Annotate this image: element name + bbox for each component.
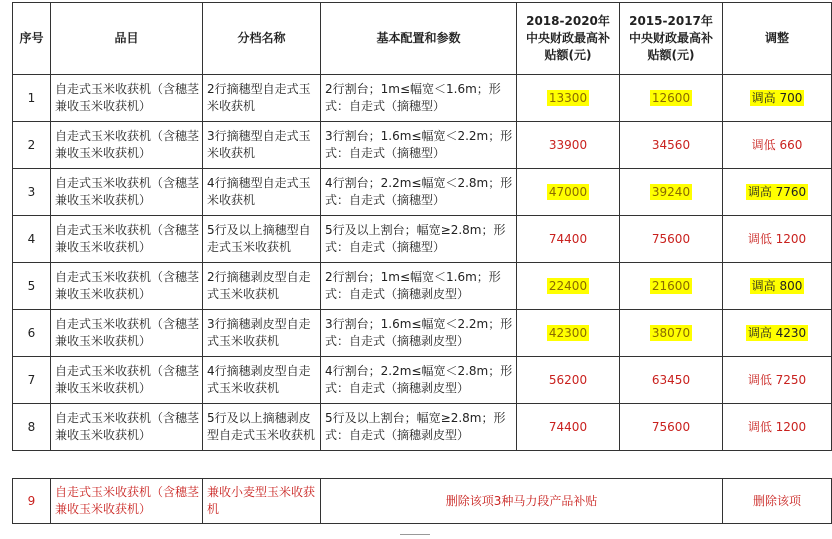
table-row	[13, 357, 832, 404]
cell-adjust	[723, 216, 832, 263]
cell-adjust-text: 调低 1200	[747, 231, 807, 246]
cell-spec-text: 4行割台；2.2m≤幅宽＜2.8m；形式：自走式（摘穗型）	[325, 176, 513, 207]
cell-sub	[203, 122, 321, 169]
cell-2015-text: 34560	[651, 137, 691, 152]
table-row	[13, 310, 832, 357]
cell-2018-text: 33900	[548, 137, 588, 152]
cell-2018	[517, 122, 620, 169]
cell-delete-note: 删除该项3种马力段产品补贴	[321, 479, 723, 524]
cell-item: 自走式玉米收获机（含穗茎兼收玉米收获机）	[51, 479, 203, 524]
cell-no-text: 3	[27, 184, 36, 199]
cell-2018	[517, 310, 620, 357]
cell-2018	[517, 75, 620, 122]
cell-sub	[203, 75, 321, 122]
cell-spec-text: 5行及以上割台；幅宽≥2.8m；形式：自走式（摘穗型）	[325, 223, 506, 254]
cell-sub-text: 4行摘穗剥皮型自走式玉米收获机	[207, 364, 311, 395]
cell-2015	[620, 357, 723, 404]
cell-no	[13, 216, 51, 263]
cell-2015	[620, 404, 723, 451]
cell-2015	[620, 122, 723, 169]
subsidy-table	[12, 2, 832, 451]
cell-2015	[620, 263, 723, 310]
cell-2018-text: 56200	[548, 372, 588, 387]
cell-sub: 兼收小麦型玉米收获机	[203, 479, 321, 524]
cell-spec-text: 2行割台；1m≤幅宽＜1.6m；形式：自走式（摘穗剥皮型）	[325, 270, 501, 301]
cell-2018-text: 13300	[548, 90, 588, 105]
deleted-item-table	[12, 478, 832, 524]
cell-spec-text: 3行割台；1.6m≤幅宽＜2.2m；形式：自走式（摘穗剥皮型）	[325, 317, 513, 348]
cell-2015	[620, 310, 723, 357]
cell-no	[13, 75, 51, 122]
cell-sub-text: 3行摘穗剥皮型自走式玉米收获机	[207, 317, 311, 348]
cell-spec-text: 3行割台；1.6m≤幅宽＜2.2m；形式：自走式（摘穗型）	[325, 129, 513, 160]
cell-item-text: 自走式玉米收获机（含穗茎兼收玉米收获机）	[55, 411, 200, 442]
cell-sub	[203, 263, 321, 310]
cell-spec	[321, 404, 517, 451]
cell-no-text: 4	[27, 231, 36, 246]
cell-sub	[203, 216, 321, 263]
cell-sub-text: 5行及以上摘穗剥皮型自走式玉米收获机	[207, 411, 316, 442]
cell-item	[51, 357, 203, 404]
table-row	[13, 75, 832, 122]
cell-spec	[321, 357, 517, 404]
table-row	[13, 404, 832, 451]
cell-no-text: 1	[27, 90, 36, 105]
table-header	[13, 3, 832, 75]
table-row	[13, 169, 832, 216]
header-2015: 2015-2017年中央财政最高补贴额(元)	[620, 3, 723, 75]
cell-2015-text: 21600	[651, 278, 691, 293]
cell-adjust	[723, 310, 832, 357]
cell-spec-text: 5行及以上割台；幅宽≥2.8m；形式：自走式（摘穗剥皮型）	[325, 411, 506, 442]
cell-sub	[203, 357, 321, 404]
cell-2015	[620, 169, 723, 216]
table-row-deleted	[13, 479, 832, 524]
cell-2018	[517, 216, 620, 263]
cell-spec	[321, 169, 517, 216]
header-item: 品目	[51, 3, 203, 75]
cell-no-text: 8	[27, 419, 36, 434]
cell-no	[13, 357, 51, 404]
cell-item-text: 自走式玉米收获机（含穗茎兼收玉米收获机）	[55, 129, 200, 160]
cell-2015-text: 12600	[651, 90, 691, 105]
cell-adjust-text: 调高 4230	[747, 325, 807, 340]
table-row	[13, 263, 832, 310]
cell-item-text: 自走式玉米收获机（含穗茎兼收玉米收获机）	[55, 317, 200, 348]
cell-adjust	[723, 75, 832, 122]
cell-2015-text: 39240	[651, 184, 691, 199]
cell-no	[13, 263, 51, 310]
cell-item	[51, 404, 203, 451]
cell-2018	[517, 263, 620, 310]
cell-no-text: 7	[27, 372, 36, 387]
header-sub: 分档名称	[203, 3, 321, 75]
header-spec: 基本配置和参数	[321, 3, 517, 75]
header-no: 序号	[13, 3, 51, 75]
cell-no-text: 2	[27, 137, 36, 152]
cell-item-text: 自走式玉米收获机（含穗茎兼收玉米收获机）	[55, 176, 200, 207]
cell-item-text: 自走式玉米收获机（含穗茎兼收玉米收获机）	[55, 223, 200, 254]
cell-no	[13, 122, 51, 169]
cell-2018	[517, 357, 620, 404]
cell-2018	[517, 169, 620, 216]
cell-sub-text: 2行摘穗剥皮型自走式玉米收获机	[207, 270, 311, 301]
cell-adjust-text: 调低 1200	[747, 419, 807, 434]
cell-item-text: 自走式玉米收获机（含穗茎兼收玉米收获机）	[55, 82, 200, 113]
cell-2015-text: 38070	[651, 325, 691, 340]
cell-item	[51, 75, 203, 122]
cell-no-text: 6	[27, 325, 36, 340]
cell-adjust-text: 调低 660	[751, 137, 803, 152]
cell-2018-text: 22400	[548, 278, 588, 293]
cell-item	[51, 310, 203, 357]
cell-adjust-text: 调低 7250	[747, 372, 807, 387]
cell-2018	[517, 404, 620, 451]
cell-2015	[620, 216, 723, 263]
cell-adjust	[723, 169, 832, 216]
cell-spec	[321, 216, 517, 263]
cell-item-text: 自走式玉米收获机（含穗茎兼收玉米收获机）	[55, 270, 200, 301]
divider	[400, 534, 430, 535]
cell-sub	[203, 169, 321, 216]
cell-spec	[321, 263, 517, 310]
cell-adjust-text: 调高 700	[751, 90, 803, 105]
cell-sub	[203, 404, 321, 451]
cell-2018-text: 47000	[548, 184, 588, 199]
cell-2015-text: 75600	[651, 231, 691, 246]
cell-sub-text: 5行及以上摘穗型自走式玉米收获机	[207, 223, 311, 254]
cell-item	[51, 216, 203, 263]
cell-adjust	[723, 357, 832, 404]
cell-2015	[620, 75, 723, 122]
header-2018: 2018-2020年中央财政最高补贴额(元)	[517, 3, 620, 75]
cell-no: 9	[13, 479, 51, 524]
cell-item	[51, 122, 203, 169]
cell-2015-text: 63450	[651, 372, 691, 387]
cell-adjust-text: 调高 7760	[747, 184, 807, 199]
cell-adjust: 删除该项	[723, 479, 832, 524]
cell-spec-text: 2行割台；1m≤幅宽＜1.6m；形式：自走式（摘穗型）	[325, 82, 501, 113]
cell-no	[13, 404, 51, 451]
cell-no	[13, 310, 51, 357]
cell-spec	[321, 122, 517, 169]
cell-adjust-text: 调高 800	[751, 278, 803, 293]
cell-adjust	[723, 263, 832, 310]
cell-item-text: 自走式玉米收获机（含穗茎兼收玉米收获机）	[55, 364, 200, 395]
table-row	[13, 122, 832, 169]
cell-spec-text: 4行割台；2.2m≤幅宽＜2.8m；形式：自走式（摘穗剥皮型）	[325, 364, 513, 395]
cell-2018-text: 42300	[548, 325, 588, 340]
cell-2018-text: 74400	[548, 419, 588, 434]
cell-2015-text: 75600	[651, 419, 691, 434]
cell-sub-text: 3行摘穗型自走式玉米收获机	[207, 129, 311, 160]
cell-no	[13, 169, 51, 216]
cell-item	[51, 169, 203, 216]
cell-adjust	[723, 404, 832, 451]
cell-spec	[321, 75, 517, 122]
cell-item	[51, 263, 203, 310]
cell-2018-text: 74400	[548, 231, 588, 246]
cell-sub-text: 4行摘穗型自走式玉米收获机	[207, 176, 311, 207]
cell-spec	[321, 310, 517, 357]
cell-no-text: 5	[27, 278, 36, 293]
cell-sub-text: 2行摘穗型自走式玉米收获机	[207, 82, 311, 113]
cell-sub	[203, 310, 321, 357]
header-adjust: 调整	[723, 3, 832, 75]
cell-adjust	[723, 122, 832, 169]
table-row	[13, 216, 832, 263]
